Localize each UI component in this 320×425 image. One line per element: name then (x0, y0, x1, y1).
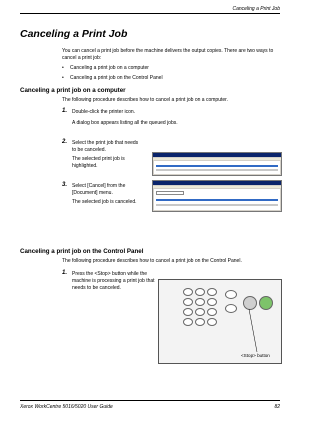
step-text: Select [Cancel] from the (72, 183, 126, 189)
selected-job-row (156, 199, 278, 201)
footer-rule (20, 400, 280, 401)
step-text: [Document] menu. (72, 190, 113, 196)
document-menu-dropdown (156, 191, 184, 195)
queue-list (154, 189, 280, 210)
step-text: Press the <Stop> button while the (72, 271, 148, 277)
step-number: 3. (62, 182, 68, 188)
step-result: highlighted. (72, 163, 98, 169)
section-lead: The following procedure describes how to cancel a print job on the Control Panel. (62, 258, 242, 264)
page-number: 82 (274, 404, 280, 410)
step-number: 2. (62, 139, 68, 145)
callout-line (159, 280, 281, 363)
menu-bar (153, 186, 281, 188)
control-panel-illustration (158, 279, 282, 364)
job-row (156, 169, 278, 171)
section-heading: Canceling a print job on a computer (20, 87, 126, 94)
menu-bar (153, 158, 281, 160)
bullet-item: • (62, 65, 64, 71)
bullet-item-text: Canceling a print job on the Control Panel (70, 75, 163, 81)
stop-button-callout: <Stop> button (241, 353, 270, 358)
queue-list (154, 161, 280, 174)
step-result: The selected job is canceled. (72, 199, 137, 205)
running-header: Canceling a Print Job (232, 6, 280, 12)
step-number: 1. (62, 270, 68, 276)
header-rule (20, 13, 280, 14)
section-lead: The following procedure describes how to cancel a print job on a computer. (62, 97, 228, 103)
title-bar (153, 181, 281, 185)
bullet-item: • (62, 75, 64, 81)
job-row (156, 204, 278, 206)
step-text: Double-click the printer icon. (72, 109, 136, 115)
step-text: to be canceled. (72, 147, 106, 153)
section-heading: Canceling a print job on the Control Panel (20, 248, 144, 255)
step-text: Select the print job that needs (72, 140, 139, 146)
page-title: Canceling a Print Job (20, 28, 128, 40)
selected-job-row (156, 165, 278, 167)
footer-guide-title: Xerox WorkCentre 5016/5020 User Guide (20, 404, 113, 410)
intro-paragraph: You can cancel a print job before the machine delivers the output copies. There are two ways to cancel a print job: (62, 48, 274, 61)
print-queue-screenshot (152, 152, 282, 176)
title-bar (153, 153, 281, 157)
document-menu-screenshot (152, 180, 282, 212)
bullet-item-text: Canceling a print job on a computer (70, 65, 149, 71)
step-text: needs to be canceled. (72, 285, 121, 291)
step-result: A dialog box appears listing all the queued jobs. (72, 120, 178, 126)
step-number: 1. (62, 108, 68, 114)
step-result: The selected print job is (72, 156, 125, 162)
step-text: machine is processing a print job that (72, 278, 155, 284)
